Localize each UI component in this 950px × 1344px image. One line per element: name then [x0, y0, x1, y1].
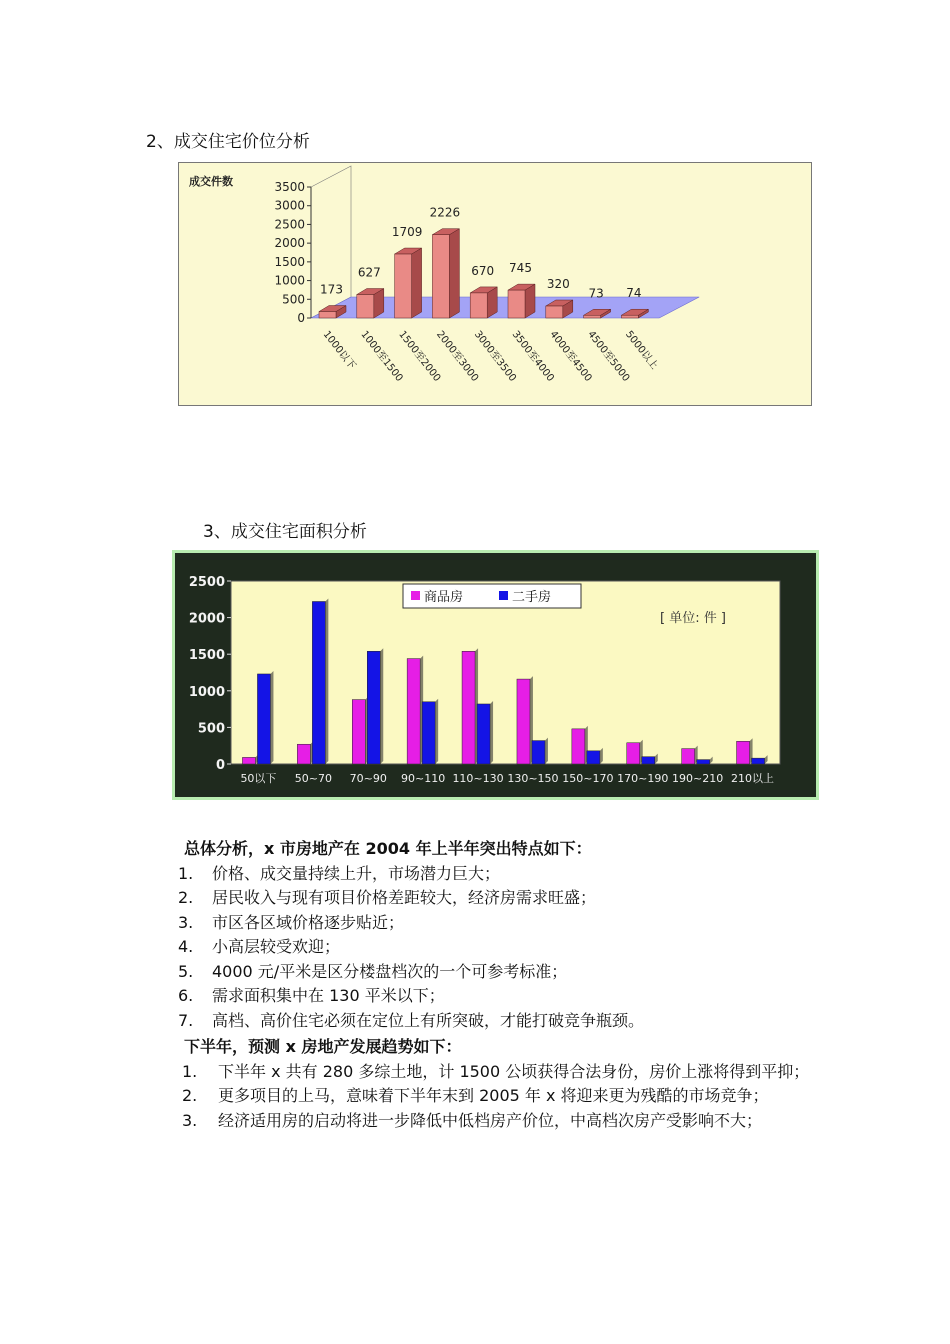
y-tick-label: 1000	[274, 273, 305, 288]
legend-swatch	[499, 591, 508, 600]
bar-series-1	[682, 749, 695, 764]
list-item-text: 需求面积集中在 130 平米以下；	[212, 986, 445, 1005]
bar-shadow	[435, 699, 438, 764]
list-item-text: 价格、成交量持续上升，市场潜力巨大；	[212, 863, 501, 883]
data-label: 1709	[391, 225, 423, 240]
legend-label: 商品房	[424, 590, 464, 605]
bar-series-1	[627, 743, 640, 764]
x-tick-label: 50~70	[294, 772, 332, 785]
unit-note: [ 单位: 件 ]	[660, 611, 726, 626]
x-tick-label: 2000至3000	[434, 329, 481, 384]
list-item	[182, 1084, 818, 1109]
bar-series-1	[407, 659, 420, 764]
x-tick-label: 1000以下	[320, 329, 358, 372]
list-item-number: 1.	[182, 1061, 198, 1081]
summary-second-half	[178, 1035, 818, 1133]
list-item-text: 小高层较受欢迎；	[212, 937, 341, 956]
y-tick-label: 0	[215, 758, 225, 773]
list-item	[178, 960, 818, 985]
price-chart-svg	[179, 163, 811, 405]
legend-swatch	[411, 591, 420, 600]
bar-series-1	[462, 651, 475, 764]
y-tick-label: 3500	[274, 180, 305, 194]
y-tick-label: 500	[197, 721, 225, 737]
bar	[470, 293, 487, 318]
bar	[432, 235, 449, 318]
list-item	[178, 984, 818, 1009]
x-tick-label: 4500至5000	[585, 329, 632, 384]
x-tick-label: 150~170	[562, 772, 614, 785]
bar-shadow	[545, 738, 548, 764]
x-tick-label: 1500至2000	[396, 329, 443, 384]
price-chart	[178, 162, 812, 406]
bar	[395, 254, 412, 318]
list-item	[182, 1109, 818, 1134]
bar	[508, 290, 525, 318]
x-tick-label: 190~210	[672, 772, 724, 785]
legend-label: 二手房	[512, 590, 552, 605]
list-item	[178, 862, 818, 887]
y-tick-label: 3000	[274, 198, 305, 213]
summary-first-half	[178, 837, 818, 1033]
y-axis-title: 成交件数	[189, 175, 233, 188]
section-title-area: 3、成交住宅面积分析	[203, 522, 367, 542]
data-label: 627	[357, 265, 381, 280]
section-title-price: 2、成交住宅价位分析	[146, 132, 310, 152]
bar-side	[412, 248, 422, 318]
list-item	[178, 935, 818, 960]
area-chart	[172, 550, 819, 800]
bar-series-2	[697, 760, 710, 764]
list-item-text: 更多项目的上马，意味着下半年末到 2005 年 x 将迎来更为残酷的市场竞争；	[218, 1086, 769, 1105]
bar-series-1	[352, 700, 365, 764]
y-tick-label: 2000	[188, 611, 225, 627]
list-item-number: 7.	[178, 1010, 194, 1030]
list-item-text: 居民收入与现有项目价格差距较大，经济房需求旺盛；	[212, 888, 597, 907]
bar-series-1	[242, 757, 255, 764]
x-tick-label: 5000以上	[623, 329, 660, 372]
list-item-number: 6.	[178, 986, 194, 1005]
y-tick-label: 0	[297, 311, 305, 325]
data-label: 173	[320, 282, 343, 297]
bar-series-2	[752, 758, 765, 764]
y-tick-label: 2500	[274, 217, 305, 232]
x-tick-label: 1000至1500	[358, 329, 405, 384]
y-tick-label: 500	[282, 292, 305, 307]
bar-series-2	[477, 704, 490, 764]
list-item-number: 2.	[182, 1086, 198, 1105]
list-item-text: 下半年 x 共有 280 多综土地，计 1500 公顷获得合法身份，房价上涨将得到平抑；	[218, 1061, 810, 1081]
y-tick-label: 1000	[188, 684, 225, 700]
data-label: 73	[588, 286, 604, 301]
bar-shadow	[270, 671, 273, 764]
list-item	[178, 886, 818, 911]
list-item-text: 市区各区域价格逐步贴近；	[212, 912, 405, 932]
bar-series-2	[367, 651, 380, 764]
data-label: 2226	[429, 205, 461, 220]
y-tick-label: 2500	[188, 575, 225, 590]
area-chart-svg	[175, 553, 816, 797]
bar-series-1	[297, 744, 310, 764]
summary-heading: 总体分析，x 市房地产在 2004 年上半年突出特点如下：	[184, 839, 592, 858]
list-item-number: 5.	[178, 961, 194, 981]
forecast-list	[178, 1060, 818, 1134]
list-item	[178, 911, 818, 936]
x-tick-label: 170~190	[617, 772, 669, 785]
bar-series-2	[642, 757, 655, 764]
legend	[403, 584, 581, 608]
x-tick-label: 3000至3500	[471, 329, 519, 384]
data-label: 320	[546, 277, 570, 292]
bar-series-2	[312, 601, 325, 764]
x-tick-label: 90~110	[401, 772, 446, 785]
summary-list	[178, 862, 818, 1034]
bar-series-1	[572, 729, 585, 764]
x-tick-label: 4000至4500	[547, 329, 594, 384]
x-tick-label: 210以上	[731, 772, 775, 785]
bar-series-2	[257, 674, 270, 764]
list-item-text: 4000 元/平米是区分楼盘档次的一个可参考标准；	[212, 961, 568, 981]
bar-series-1	[517, 679, 530, 764]
data-label: 74	[626, 286, 642, 301]
bar-shadow	[325, 598, 328, 764]
bar	[319, 312, 336, 318]
data-label: 670	[471, 263, 495, 278]
bar-shadow	[490, 701, 493, 764]
bar	[546, 306, 563, 318]
bar-series-2	[532, 741, 545, 764]
forecast-heading: 下半年，预测 x 房地产发展趋势如下：	[184, 1037, 462, 1056]
list-item-text: 经济适用房的启动将进一步降低中低档房产价位，中高档次房产受影响不大；	[218, 1110, 763, 1130]
bar-shadow	[380, 648, 383, 764]
bar-series-1	[737, 741, 750, 764]
list-item-number: 4.	[178, 937, 194, 956]
list-item-number: 3.	[178, 912, 194, 932]
list-item-text: 高档、高价住宅必须在定位上有所突破，才能打破竞争瓶颈。	[212, 1010, 645, 1030]
x-tick-label: 70~90	[349, 772, 387, 785]
list-item	[182, 1060, 818, 1085]
data-label: 745	[509, 261, 532, 276]
list-item-number: 3.	[182, 1110, 198, 1130]
x-tick-label: 130~150	[507, 772, 559, 785]
list-item-number: 1.	[178, 863, 194, 883]
y-tick-label: 1500	[188, 648, 225, 664]
bar	[584, 315, 601, 318]
x-tick-label: 3500至4000	[509, 329, 556, 384]
y-tick-label: 2000	[274, 236, 305, 251]
bar-side	[449, 229, 459, 318]
bar-series-2	[587, 751, 600, 764]
bar	[357, 295, 374, 318]
list-item-number: 2.	[178, 888, 194, 907]
y-tick-label: 1500	[274, 254, 305, 269]
list-item	[178, 1009, 818, 1034]
x-tick-label: 50以下	[240, 772, 277, 785]
x-tick-label: 110~130	[452, 772, 504, 785]
bar-series-2	[422, 702, 435, 764]
bar	[621, 315, 638, 318]
